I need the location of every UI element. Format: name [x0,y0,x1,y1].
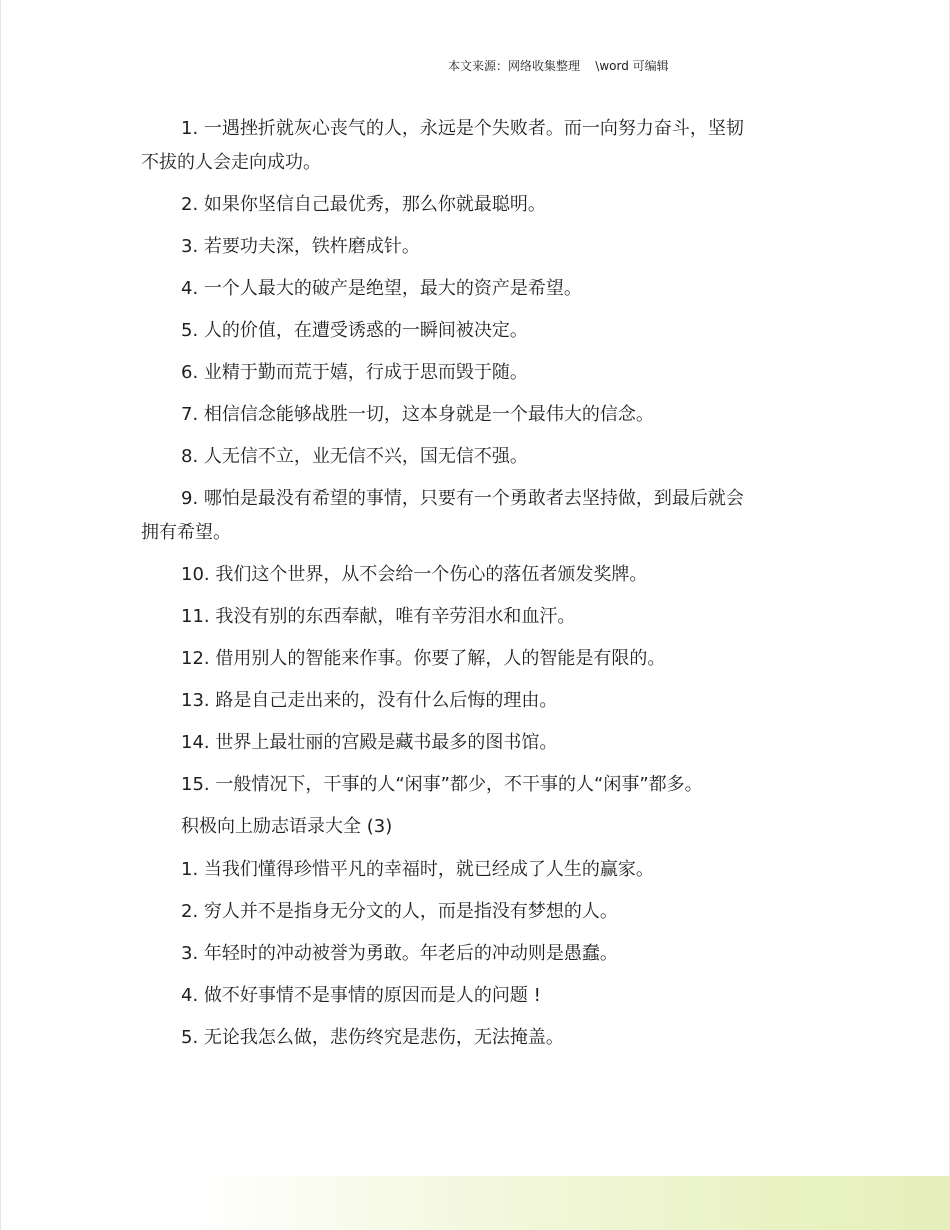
quote-paragraph-6: 6. 业精于勤而荒于嬉，行成于思而毁于随。 [181,362,528,383]
section-quote-3: 3. 年轻时的冲动被誉为勇敢。年老后的冲动则是愚蠢。 [181,943,618,964]
quote-paragraph-9: 9. 哪怕是最没有希望的事情，只要有一个勇敢者去坚持做，到最后就会拥有希望。 [141,488,744,543]
header-format-note: \word 可编辑 [595,59,669,73]
footer-decoration [191,1176,950,1230]
page-header [448,57,669,74]
quote-paragraph-14: 14. 世界上最壮丽的宫殿是藏书最多的图书馆。 [181,732,558,753]
quote-paragraph-5: 5. 人的价值，在遭受诱惑的一瞬间被决定。 [181,320,528,341]
quote-paragraph-12: 12. 借用别人的智能来作事。你要了解，人的智能是有限的。 [181,648,666,669]
quote-paragraph-2: 2. 如果你坚信自己最优秀，那么你就最聪明。 [181,194,546,215]
quote-paragraph-8: 8. 人无信不立，业无信不兴，国无信不强。 [181,446,528,467]
quote-paragraph-13: 13. 路是自己走出来的，没有什么后悔的理由。 [181,690,558,711]
quote-paragraph-15: 15. 一般情况下，干事的人“闲事”都少，不干事的人“闲事”都多。 [181,774,703,795]
quote-paragraph-7: 7. 相信信念能够战胜一切，这本身就是一个最伟大的信念。 [181,404,654,425]
section-quote-4: 4. 做不好事情不是事情的原因而是人的问题 ! [181,985,541,1006]
quote-paragraph-11: 11. 我没有别的东西奉献，唯有辛劳泪水和血汗。 [181,606,576,627]
header-source: 本文来源：网络收集整理 [448,59,581,73]
section-heading: 积极向上励志语录大全 (3) [181,816,393,837]
quote-paragraph-3: 3. 若要功夫深，铁杵磨成针。 [181,236,420,257]
section-quote-1: 1. 当我们懂得珍惜平凡的幸福时，就已经成了人生的赢家。 [181,859,654,880]
quote-paragraph-10: 10. 我们这个世界，从不会给一个伤心的落伍者颁发奖牌。 [181,564,648,585]
quote-paragraph-1: 1. 一遇挫折就灰心丧气的人，永远是个失败者。而一向努力奋斗，坚韧不拔的人会走向成功。 [141,118,744,173]
quote-paragraph-4: 4. 一个人最大的破产是绝望，最大的资产是希望。 [181,278,582,299]
document-body [141,112,761,1063]
section-quote-5: 5. 无论我怎么做，悲伤终究是悲伤，无法掩盖。 [181,1027,564,1048]
section-quote-2: 2. 穷人并不是指身无分文的人，而是指没有梦想的人。 [181,901,618,922]
